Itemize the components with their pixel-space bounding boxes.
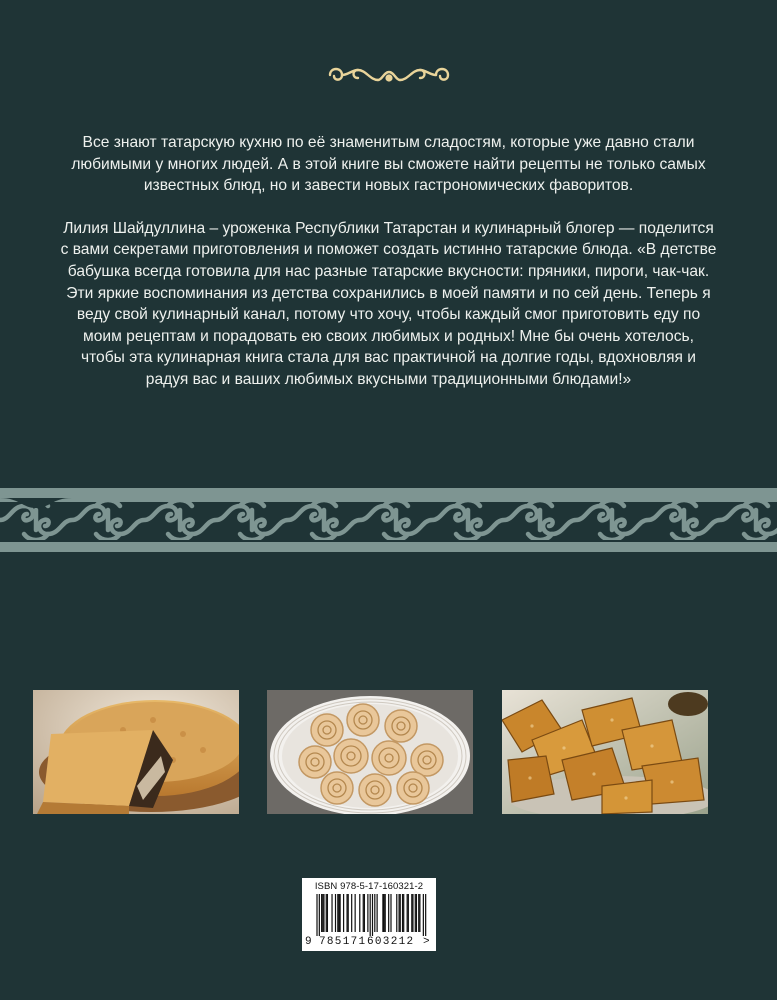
isbn-label: ISBN 978-5-17-160321-2 bbox=[314, 881, 424, 892]
barcode-bar bbox=[407, 894, 408, 932]
barcode-bar bbox=[340, 894, 341, 932]
barcode-bar bbox=[419, 894, 420, 932]
barcode-bar bbox=[412, 894, 413, 932]
barcode-bar bbox=[403, 894, 404, 932]
pastry-roses-photo bbox=[267, 690, 473, 814]
paragraph-intro: Все знают татарскую кухню по её знаменитым сладостям, которые уже давно стали любимыми у многих людей. А в этой книге вы сможете найти рецепты не только самых известных блюд, но и завести новых гастрономических фаворитов. bbox=[71, 134, 706, 195]
barcode-bar bbox=[372, 894, 373, 936]
barcode-bar bbox=[400, 894, 401, 932]
barcode-bar bbox=[337, 894, 338, 932]
barcode-bar bbox=[374, 894, 375, 932]
barcode-bar bbox=[423, 894, 424, 936]
barcode-bar bbox=[319, 894, 320, 936]
barcode-end-mark: > bbox=[423, 936, 430, 948]
barcode-bars-icon bbox=[306, 894, 432, 936]
barcode-bar bbox=[390, 894, 391, 932]
barcode-right-group: 603212 bbox=[367, 936, 415, 948]
barcode-bar bbox=[327, 894, 328, 932]
barcode-bar bbox=[322, 894, 323, 932]
barcode-bar bbox=[316, 894, 317, 936]
barcode-bar bbox=[335, 894, 336, 932]
barcode-bar bbox=[425, 894, 426, 936]
barcode-bar bbox=[402, 894, 403, 932]
barcode-bar bbox=[383, 894, 384, 932]
barcode-bar bbox=[377, 894, 378, 932]
barcode-bar bbox=[359, 894, 360, 932]
barcode-bar bbox=[346, 894, 347, 932]
barcode-bar bbox=[416, 894, 417, 932]
barcode-bar bbox=[326, 894, 327, 932]
barcode-bar bbox=[382, 894, 383, 932]
pie-photo bbox=[33, 690, 239, 814]
barcode-bar bbox=[367, 894, 368, 932]
barcode-bar bbox=[408, 894, 409, 932]
barcode-bar bbox=[343, 894, 344, 932]
isbn-barcode bbox=[302, 878, 436, 951]
description-text bbox=[60, 132, 717, 412]
barcode-bar bbox=[331, 894, 332, 932]
barcode-bar bbox=[351, 894, 352, 932]
barcode-bar bbox=[385, 894, 386, 932]
barcode-bar bbox=[321, 894, 322, 932]
barcode-bar bbox=[355, 894, 356, 932]
barcode-bar bbox=[398, 894, 399, 932]
barcode-bar bbox=[348, 894, 349, 932]
barcode-bar bbox=[396, 894, 397, 932]
barcode-bar bbox=[418, 894, 419, 932]
barcode-bar bbox=[411, 894, 412, 932]
barcode-bar bbox=[415, 894, 416, 932]
barcode-bar bbox=[364, 894, 365, 932]
barcode-bar bbox=[363, 894, 364, 932]
barcode-bar bbox=[323, 894, 324, 932]
gold-ornament-icon bbox=[322, 62, 456, 88]
barcode-bar bbox=[388, 894, 389, 932]
barcode-first-digit: 9 bbox=[305, 936, 312, 948]
paragraph-author: Лилия Шайдуллина – уроженка Республики Татарстан и кулинарный блогер — поделится с вами секретами приготовления и поможет создать истинно татарские блюда. «В детстве бабушка всегда готовила для нас разные татарские вкусности: пряники, пироги, чак-чак. Эти яркие воспоминания из детства сохранились в моей памяти и по сей день. Теперь я веду свой кулинарный канал, потому что хочу, чтобы каждый смог приготовить еду по моим рецептам и порадовать ею своих любимых и родных! Мне бы очень хотелось, чтобы эта кулинарная книга стала для вас практичной на долгие годы, вдохновляя и радуя вас и ваших любимых вкусными традиционными блюдами!» bbox=[60, 219, 717, 388]
ornamental-border bbox=[0, 488, 777, 552]
barcode-left-group: 785171 bbox=[319, 936, 367, 948]
chak-chak-photo bbox=[502, 690, 708, 814]
barcode-bar bbox=[370, 894, 371, 936]
barcode-bar bbox=[338, 894, 339, 932]
